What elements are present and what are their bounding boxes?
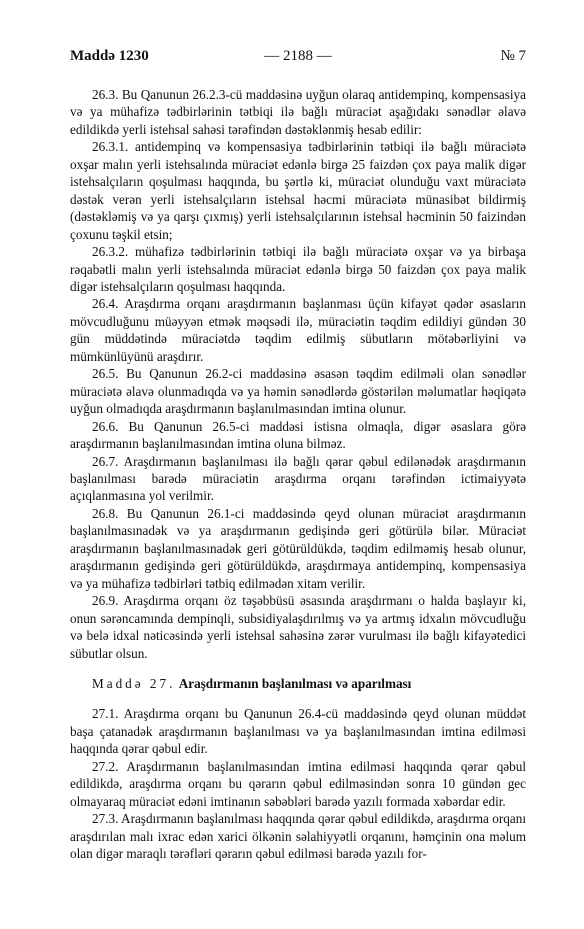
paragraph-26-8: 26.8. Bu Qanunun 26.1-ci maddəsində qeyd olunan müraciət araşdırmanın başlanılmasınadək və ya araşdırmanın gedişində geri götürülə bilər. Müraciət araşdırmanın başlanılmasınadək geri götürüldükdə, təqdim edilməmiş hesab olunur, araşdırmanın gedişində geri götürüldükdə, araşdırmaya antidempinq, kompensasiya və ya mühafizə tədbirləri tətbiq edilmədən xitam verilir.	[70, 505, 526, 591]
paragraph-26-5: 26.5. Bu Qanunun 26.2-ci maddəsinə əsasən təqdim edilməli olan sənədlər müraciətə əlavə olunmadıqda və ya həmin sənədlərdə göstərilən məlumatlar həqiqətə uyğun olmadıqda araşdırmanın başlanılmasından imtina olunur.	[70, 366, 526, 417]
header-article-number: Maddə 1230	[70, 48, 149, 64]
article-heading	[70, 675, 526, 692]
header-page-number: — 2188 —	[264, 48, 332, 64]
paragraph-26-3-2: 26.3.2. mühafizə tədbirlərinin tətbiqi ilə bağlı müraciətə oxşar və ya birbaşa rəqabətli malın yerli istehsalında müraciət edənlə birgə 50 faizdən çox paya malik digər istehsalçıların qoşulması haqqında.	[70, 244, 526, 294]
paragraph-27-2: 27.2. Araşdırmanın başlanılmasından imtina edilməsi haqqında qərar qəbul edildikdə, araşdırma orqanı bu qərarın qəbul edilməsindən sonra 10 gündən gec olmayaraq müraciət edəni imtinanın səbəbləri barədə yazılı formada xəbərdar edir.	[70, 758, 526, 809]
document-body	[70, 86, 526, 862]
header-issue-number: № 7	[500, 48, 526, 64]
article-title: Araşdırmanın başlanılması və aparılması	[178, 675, 412, 691]
article-label: Maddə 27.	[92, 675, 176, 691]
paragraph-27-3: 27.3. Araşdırmanın başlanılması haqqında qərar qəbul edildikdə, araşdırma orqanı araşdırılan malı ixrac edən xarici ölkənin səlahiyyətli orqanını, həmçinin ona məlum olan digər maraqlı tərəfləri qərarın qəbul edilməsi barədə yazılı for-	[70, 811, 526, 862]
paragraph-27-1: 27.1. Araşdırma orqanı bu Qanunun 26.4-cü maddəsində qeyd olunan müddət başa çatanadək araşdırmanın başlanılması və ya başlanılmasından imtina edilməsi haqqında qərar qəbul edir.	[70, 706, 526, 757]
paragraph-26-7: 26.7. Araşdırmanın başlanılması ilə bağlı qərar qəbul edilənədək araşdırmanın başlanılması barədə müraciətin araşdırma orqanı tərəfindən ictimaiyyətə açıqlanmasına yol verilmir.	[70, 453, 526, 504]
paragraph-26-4: 26.4. Araşdırma orqanı araşdırmanın başlanması üçün kifayət qədər əsasların mövcudluğunu müəyyən etmək məqsədi ilə, müraciətin təqdim edildiyi gündən 30 gün müddətində müraciətdə təqdim edilmiş sübutların mötəbərliyini və mümkünlüyünü araşdırır.	[70, 296, 526, 364]
paragraph-26-3: 26.3. Bu Qanunun 26.2.3-cü maddəsinə uyğun olaraq antidempinq, kompensasiya və ya mühafizə tədbirlərinin tətbiqi ilə bağlı müraciət aşağıdakı sənədlər əlavə edildikdə yerli istehsal sahəsi tərəfindən dəstəklənmiş hesab edilir:	[70, 87, 526, 137]
running-header	[70, 48, 526, 68]
paragraph-26-3-1: 26.3.1. antidempinq və kompensasiya tədbirlərinin tətbiqi ilə bağlı müraciətə oxşar malın yerli istehsalında müraciət edənlə birgə 25 faizdən çox paya malik digər istehsalçıların qoşulması haqqında, bu şərtlə ki, müraciət olunduğu vaxt müraciətə dəstək verən yerli istehsalçıların istehsal həcmi müraciətə münasibət bildirmiş (dəstəkləmiş və ya qarşı çıxmış) yerli istehsalçılarının istehsal həcminin 50 faizindən çoxunu təşkil etsin;	[70, 139, 526, 242]
paragraph-26-9: 26.9. Araşdırma orqanı öz təşəbbüsü əsasında araşdırmanı o halda başlayır ki, onun sərəncamında dempinqli, subsidiyalaşdırılmış və ya artmış idxalın mövcudluğu və belə idxal nəticəsində yerli istehsal sahəsinə zərər vurulması ilə bağlı kifayətedici sübutlar olsun.	[70, 593, 526, 661]
paragraph-26-6: 26.6. Bu Qanunun 26.5-ci maddəsi istisna olmaqla, digər əsaslara görə araşdırmanın başlanılmasından imtina oluna bilməz.	[70, 418, 526, 452]
